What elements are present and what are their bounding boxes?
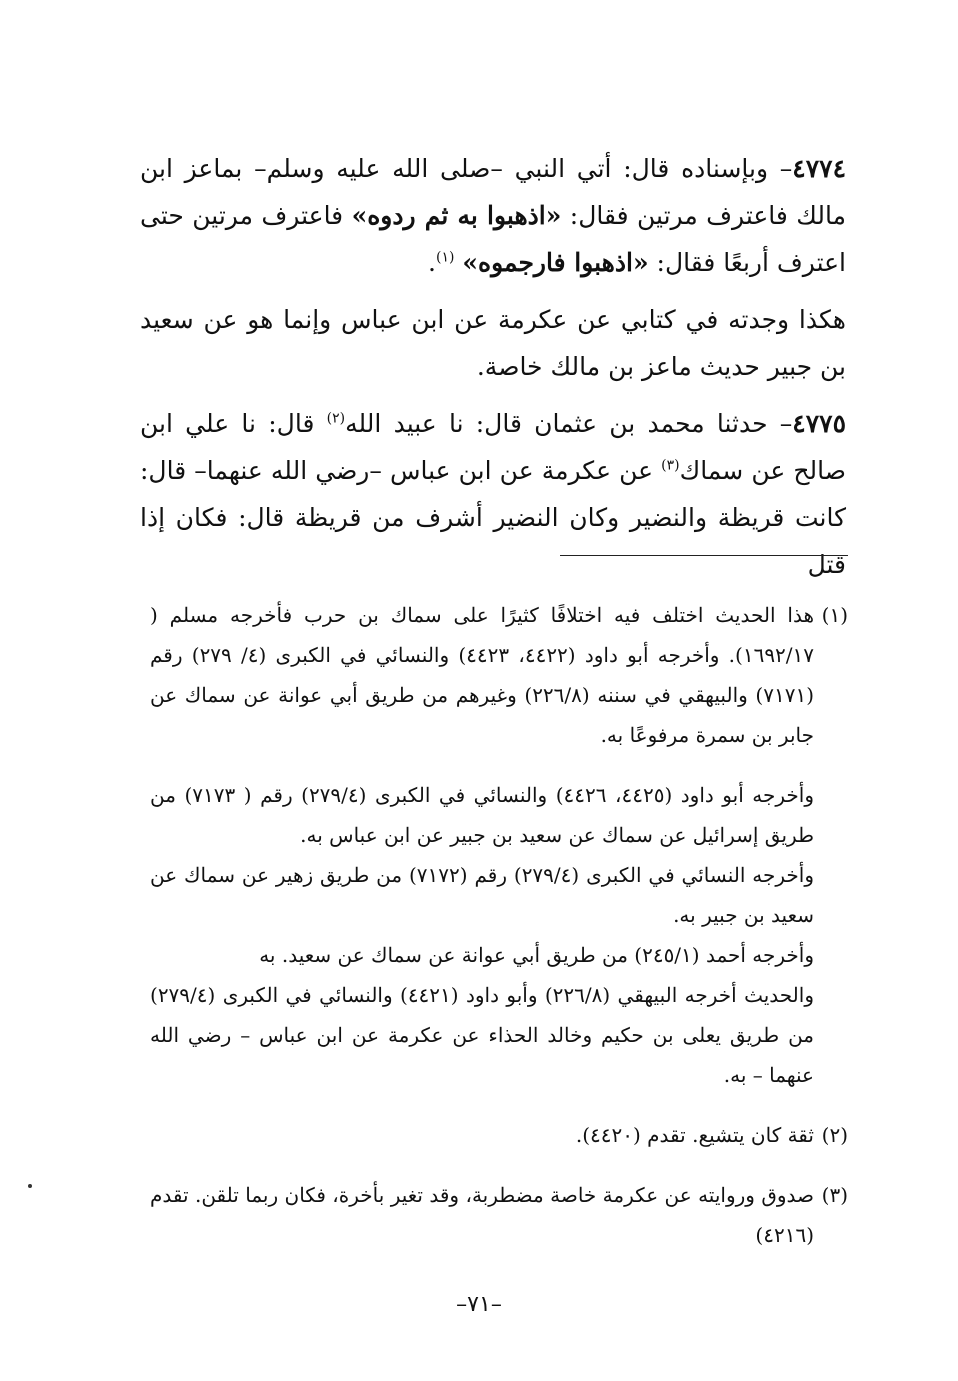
footnote-number: (٣): [821, 1183, 848, 1207]
footnote-2: [150, 1115, 848, 1155]
footnote-paragraph: هذا الحديث اختلف فيه اختلافًا كثيرًا على سماك بن حرب فأخرجه مسلم ( ١٦٩٢/١٧). وأخرجه أبو داود (٤٤٢٢، ٤٤٢٣) والنسائي في الكبرى (٤/ ٢٧٩) رقم (٧١٧١) والبيهقي في سننه (٢٢٦/٨) وغيرهم من طريق أبي عوانة عن سماك عن جابر بن سمرة مرفوعًا به.: [150, 603, 815, 747]
footnote-ref: (٢): [326, 410, 346, 427]
prophetic-quote: «اذهبوا فارجموه»: [462, 248, 649, 277]
hadith-text: – حدثنا محمد بن عثمان قال: نا عبيد الله: [345, 409, 793, 438]
author-comment: هكذا وجدته في كتابي عن عكرمة عن ابن عباس وإنما هو عن سعيد بن جبير حديث ماعز بن مالك خاصة.: [140, 305, 846, 381]
footnote-paragraph: وأخرجه أحمد (٢٤٥/١) من طريق أبي عوانة عن سماك عن سعيد. به: [259, 943, 814, 967]
footnote-number: (١): [821, 603, 848, 627]
hadith-4775: [140, 400, 846, 588]
main-text: [140, 145, 846, 588]
scan-speck: [28, 1184, 32, 1188]
hadith-text: – وبإسناده قال: أتي النبي –صلى الله عليه وسلم– بماعز ابن مالك فاعترف مرتين فقال:: [140, 154, 846, 230]
footnote-text: ثقة كان يتشيع. تقدم (٤٤٢٠).: [575, 1123, 814, 1147]
footnotes: [150, 575, 848, 1275]
footnote-separator: [560, 555, 848, 556]
hadith-4774: [140, 145, 846, 286]
footnote-paragraph: وأخرجه أبو داود (٤٤٢٥، ٤٤٢٦) والنسائي في الكبرى (٢٧٩/٤) رقم ( ٧١٧٣) من طريق إسرائيل عن سماك عن سعيد بن جبير عن ابن عباس به.: [150, 783, 814, 847]
footnote-number: (٢): [821, 1123, 848, 1147]
footnote-paragraph: وأخرجه النسائي في الكبرى (٢٧٩/٤) رقم (٧١٧٢) من طريق زهير عن سماك عن سعيد بن جبير به.: [150, 863, 814, 927]
hadith-number: ٤٧٧٤: [792, 154, 846, 183]
hadith-text: قال: نا علي ابن صالح عن سماك: [140, 409, 846, 485]
hadith-text: .: [428, 248, 436, 277]
hadith-text: فاعترف مرتين حتى اعترف أربعًا فقال:: [140, 201, 846, 277]
footnote-ref: (٣): [661, 457, 680, 474]
hadith-number: ٤٧٧٥: [792, 409, 846, 438]
hadith-text: عن عكرمة عن ابن عباس –رضي الله عنهما– قال: كانت قريظة والنضير وكان النضير أشرف من قريظة قال: فكان إذا قتل: [140, 456, 846, 579]
prophetic-quote: «اذهبوا به ثم ردوه»: [351, 201, 562, 230]
page-number: –٧١–: [456, 1292, 502, 1317]
footnote-paragraph: والحديث أخرجه البيهقي (٢٢٦/٨) وأبو داود (٤٤٢١) والنسائي في الكبرى (٢٧٩/٤) من طريق يعلى بن حكيم وخالد الحذاء عن عكرمة عن ابن عباس – رضي الله عنهما – به.: [150, 983, 814, 1087]
footnote-1: [150, 595, 848, 755]
footnote-text: صدوق وروايته عن عكرمة خاصة مضطربة، وقد تغير بأخرة، فكان ربما تلقن. تقدم (٤٢١٦): [150, 1183, 814, 1247]
footnote-ref: (١): [435, 249, 455, 266]
footnote-3: [150, 1175, 848, 1255]
